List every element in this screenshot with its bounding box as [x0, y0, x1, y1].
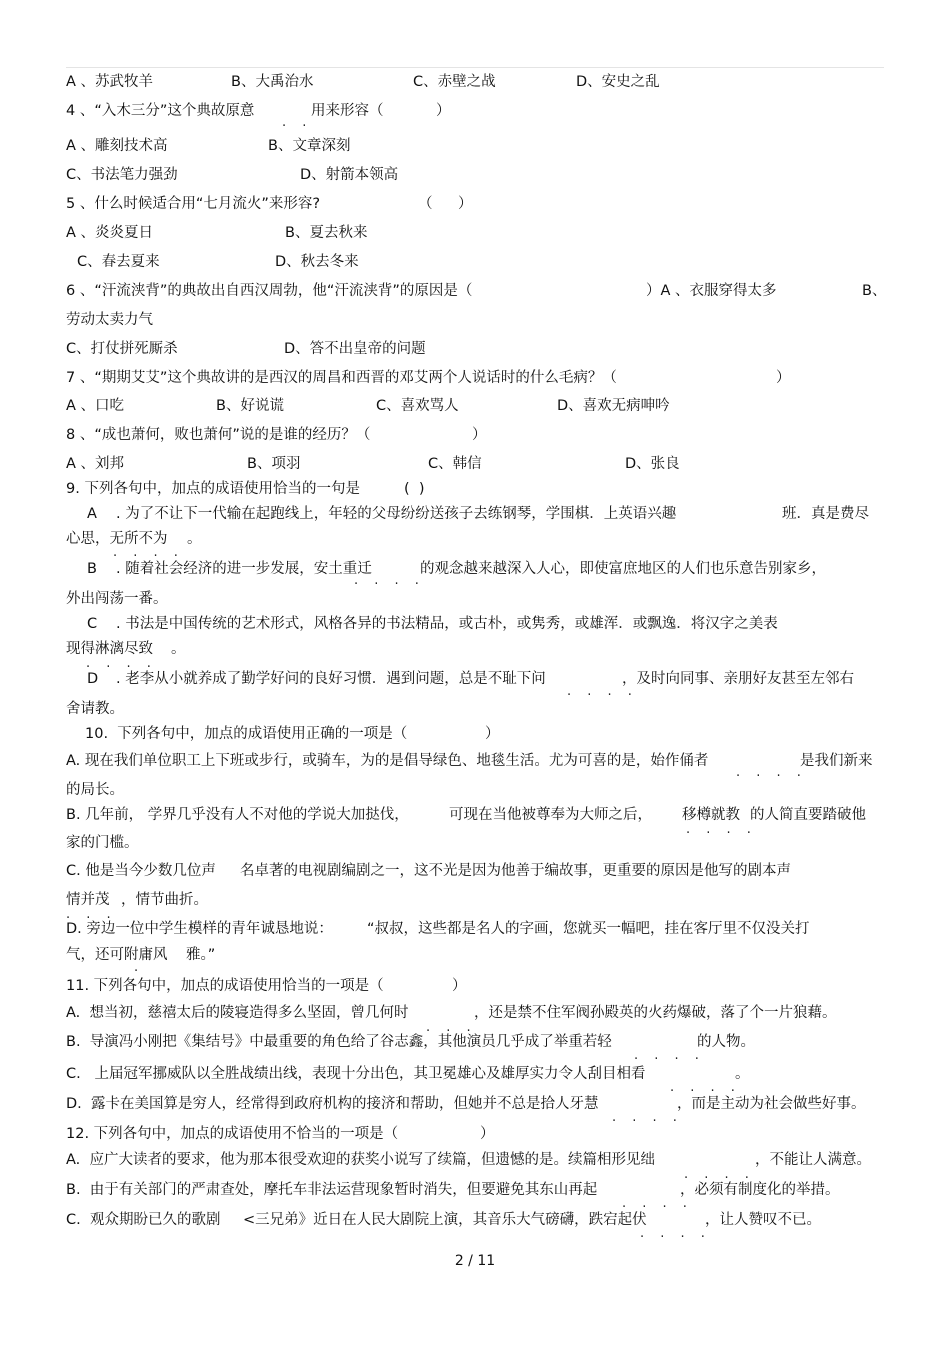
text-line-8-part-1: 6 、“汗流浃背”的典故出自西汉周勃，他“汗流浃背”的原因是（ — [66, 283, 473, 299]
text-line-6-part-2: B、夏去秋来 — [285, 225, 368, 241]
text-line-25-part-2: 是我们新来 — [800, 753, 873, 769]
text-line-8-part-2: ）A 、衣服穿得太多 — [646, 283, 777, 299]
text-line-33-part-1: 11. 下列各句中，加点的成语使用恰当的一项是（ — [66, 978, 384, 994]
text-line-24-part-2: ） — [485, 726, 500, 742]
emphasis-dots-5: . . . . — [567, 684, 638, 699]
text-line-7-part-2: D、秋去冬来 — [275, 254, 359, 270]
emphasis-dots-16: . . . . — [640, 1226, 711, 1241]
text-line-14-part-2: B、项羽 — [247, 456, 301, 472]
text-line-5-part-3: ） — [458, 196, 473, 212]
emphasis-dots-10: . . . — [426, 1020, 477, 1035]
text-line-35-part-1: B. 导演冯小刚把《集结号》中最重要的角色给了谷志鑫，其他演员几乎成了举重若轻 — [66, 1034, 612, 1050]
text-line-41-part-2: <三兄弟》近日在人民大剧院上演，其音乐大气磅礴，跌宕起伏 — [243, 1212, 647, 1228]
text-line-18-part-1: B — [87, 561, 97, 577]
text-line-5-part-1: 5 、什么时候适合用“七月流火”来形容? — [66, 196, 321, 212]
text-line-1-part-2: B、大禹治水 — [231, 74, 314, 90]
emphasis-dots-2: . . . . — [113, 545, 184, 560]
text-line-31-part-2: “叔叔，这些都是名人的字画，您就买一幅吧，挂在客厅里不仅没关打 — [367, 921, 810, 937]
text-line-25-part-1: A. 现在我们单位职工上下班或步行，或骑车，为的是倡导绿色、地毯生活。尤为可喜的是，始作俑者 — [66, 753, 709, 769]
text-line-22-part-3: ，及时向同事、亲朋好友甚至左邻右 — [622, 671, 854, 687]
text-line-39-part-2: ，不能让人满意。 — [755, 1152, 871, 1168]
text-line-6-part-1: A 、炎炎夏日 — [66, 225, 154, 241]
text-line-15-part-2: ( ) — [404, 481, 425, 497]
text-line-5-part-2: （ — [418, 196, 433, 212]
text-line-13-part-2: ） — [472, 427, 487, 443]
text-line-12-part-3: C、喜欢骂人 — [376, 398, 459, 414]
text-line-18-part-2: . 随着社会经济的进一步发展，安土重迁 — [116, 561, 372, 577]
text-line-41-part-3: ，让人赞叹不已。 — [705, 1212, 821, 1228]
text-line-11-part-2: ） — [776, 370, 791, 386]
text-line-40-part-1: B. 由于有关部门的严肃查处，摩托车非法运营现象暂时消失，但要避免其东山再起 — [66, 1182, 598, 1198]
text-line-20-part-2: . 书法是中国传统的艺术形式，风格各异的书法精品，或古朴，或隽秀，或雄浑．或飘逸．将汉字之美表 — [116, 616, 778, 632]
emphasis-dots-13: . . . . — [612, 1110, 683, 1125]
emphasis-dots-1: . . — [282, 115, 313, 130]
text-line-3-part-2: B、文章深刻 — [268, 138, 351, 154]
text-line-12-part-4: D、喜欢无病呻吟 — [557, 398, 670, 414]
text-line-9-part-1: 劳动太卖力气 — [66, 312, 153, 328]
text-line-32-part-1: 气，还可附庸风 — [66, 947, 168, 963]
text-line-29-part-1: C. 他是当今少数几位声 — [66, 863, 216, 879]
text-line-15-part-1: 9. 下列各句中，加点的成语使用恰当的一句是 — [66, 481, 360, 497]
text-line-2-part-2: 用来形容（ — [311, 103, 384, 119]
text-line-21-part-2: 。 — [171, 641, 186, 657]
text-line-14-part-4: D、张良 — [625, 456, 680, 472]
text-line-17-part-1: 心思，无所不为 — [66, 531, 168, 547]
text-line-2-part-1: 4 、“入木三分”这个典故原意 — [66, 103, 255, 119]
emphasis-dots-9: . — [134, 960, 145, 975]
text-line-24-part-1: 10. 下列各句中，加点的成语使用正确的一项是（ — [85, 726, 408, 742]
emphasis-dots-6: . . . . — [736, 765, 807, 780]
text-line-1-part-1: A 、苏武牧羊 — [66, 74, 154, 90]
text-line-16-part-3: 班．真是费尽 — [782, 506, 869, 522]
text-line-29-part-2: 名卓著的电视剧编剧之一，这不光是因为他善于编故事，更重要的原因是他写的剧本声 — [240, 863, 791, 879]
text-line-23-part-1: 舍请教。 — [66, 701, 124, 717]
text-line-30-part-1: 情并茂 — [66, 892, 110, 908]
emphasis-dots-7: . . . . — [686, 822, 757, 837]
text-line-28-part-1: 家的门槛。 — [66, 835, 139, 851]
text-line-38-part-1: 12. 下列各句中，加点的成语使用不恰当的一项是（ — [66, 1126, 399, 1142]
text-line-36-part-1: C. 上届冠军挪威队以全胜战绩出线，表现十分出色，其卫冕雄心及雄厚实力令人刮目相看 — [66, 1066, 646, 1082]
text-line-14-part-1: A 、刘邦 — [66, 456, 125, 472]
emphasis-dots-4: . . . . — [86, 656, 157, 671]
page-number: 2 / 11 — [454, 1253, 496, 1269]
text-line-34-part-2: ，还是禁不住军阀孙殿英的火药爆破，落了个一片狼藉。 — [474, 1005, 837, 1021]
emphasis-dots-15: . . . . — [622, 1196, 693, 1211]
text-line-19-part-1: 外出闯荡一番。 — [66, 591, 168, 607]
text-line-31-part-1: D. 旁边一位中学生模样的青年诚恳地说： — [66, 921, 333, 937]
text-line-35-part-2: 的人物。 — [697, 1034, 755, 1050]
text-line-1-part-4: D、安史之乱 — [576, 74, 660, 90]
text-line-22-part-2: . 老李从小就养成了勤学好问的良好习惯．遇到问题，总是不耻下问 — [116, 671, 546, 687]
text-line-27-part-2: 可现在当他被尊奉为大师之后， — [449, 807, 652, 823]
text-line-17-part-2: 。 — [187, 531, 202, 547]
text-line-4-part-1: C、书法笔力强劲 — [66, 167, 178, 183]
text-line-8-part-3: B、 — [862, 283, 887, 299]
text-line-37-part-1: D. 露卡在美国算是穷人，经常得到政府机构的接济和帮助，但她并不总是拾人牙慧 — [66, 1096, 599, 1112]
text-line-30-part-2: ，情节曲折。 — [121, 892, 208, 908]
text-line-27-part-1: B. 几年前， 学界几乎没有人不对他的学说大加挞伐， — [66, 807, 409, 823]
text-line-2-part-3: ） — [436, 103, 451, 119]
text-line-1-part-3: C、赤壁之战 — [413, 74, 496, 90]
text-line-4-part-2: D、射箭本领高 — [300, 167, 399, 183]
text-line-16-part-2: . 为了不让下一代输在起跑线上，年轻的父母纷纷送孩子去练钢琴，学围棋．上英语兴趣 — [116, 506, 677, 522]
text-line-36-part-2: 。 — [735, 1066, 750, 1082]
text-line-7-part-1: C、春去夏来 — [77, 254, 160, 270]
emphasis-dots-11: . . . . — [634, 1048, 705, 1063]
text-line-22-part-1: D — [87, 671, 99, 687]
text-line-34-part-1: A. 想当初，慈禧太后的陵寝造得多么坚固，曾几何时 — [66, 1005, 409, 1021]
text-line-39-part-1: A. 应广大读者的要求，他为那本很受欢迎的获奖小说写了续篇，但遗憾的是。续篇相形见绌 — [66, 1152, 655, 1168]
top-rule — [66, 67, 884, 68]
text-line-20-part-1: C — [87, 616, 98, 632]
text-line-18-part-3: 的观念越来越深入人心，即使富庶地区的人们也乐意告别家乡， — [420, 561, 826, 577]
emphasis-dots-12: . . . . — [670, 1080, 741, 1095]
text-line-13-part-1: 8 、“成也萧何，败也萧何”说的是谁的经历？（ — [66, 427, 371, 443]
text-line-11-part-1: 7 、“期期艾艾”这个典故讲的是西汉的周昌和西晋的邓艾两个人说话时的什么毛病？（ — [66, 370, 617, 386]
text-line-27-part-4: 的人简直要踏破他 — [750, 807, 866, 823]
text-line-10-part-1: C、打仗拼死厮杀 — [66, 341, 178, 357]
text-line-32-part-2: 雅。” — [186, 947, 216, 963]
text-line-12-part-1: A 、口吃 — [66, 398, 125, 414]
text-line-38-part-2: ） — [480, 1126, 495, 1142]
text-line-3-part-1: A 、雕刻技术高 — [66, 138, 168, 154]
emphasis-dots-8: . . . — [66, 907, 117, 922]
text-line-41-part-1: C. 观众期盼已久的歌剧 — [66, 1212, 221, 1228]
text-line-12-part-2: B、好说谎 — [216, 398, 284, 414]
text-line-33-part-2: ） — [452, 978, 467, 994]
text-line-27-part-3: 移樽就教 — [682, 807, 740, 823]
text-line-26-part-1: 的局长。 — [66, 782, 124, 798]
text-line-16-part-1: A — [87, 506, 97, 522]
emphasis-dots-14: . . . . — [684, 1167, 755, 1182]
text-line-37-part-2: ，而是主动为社会做些好事。 — [677, 1096, 866, 1112]
emphasis-dots-3: . . . . — [354, 573, 425, 588]
text-line-10-part-2: D、答不出皇帝的问题 — [284, 341, 426, 357]
text-line-21-part-1: 现得淋漓尽致 — [66, 641, 153, 657]
text-line-40-part-2: ，必须有制度化的举措。 — [680, 1182, 840, 1198]
text-line-14-part-3: C、韩信 — [428, 456, 482, 472]
